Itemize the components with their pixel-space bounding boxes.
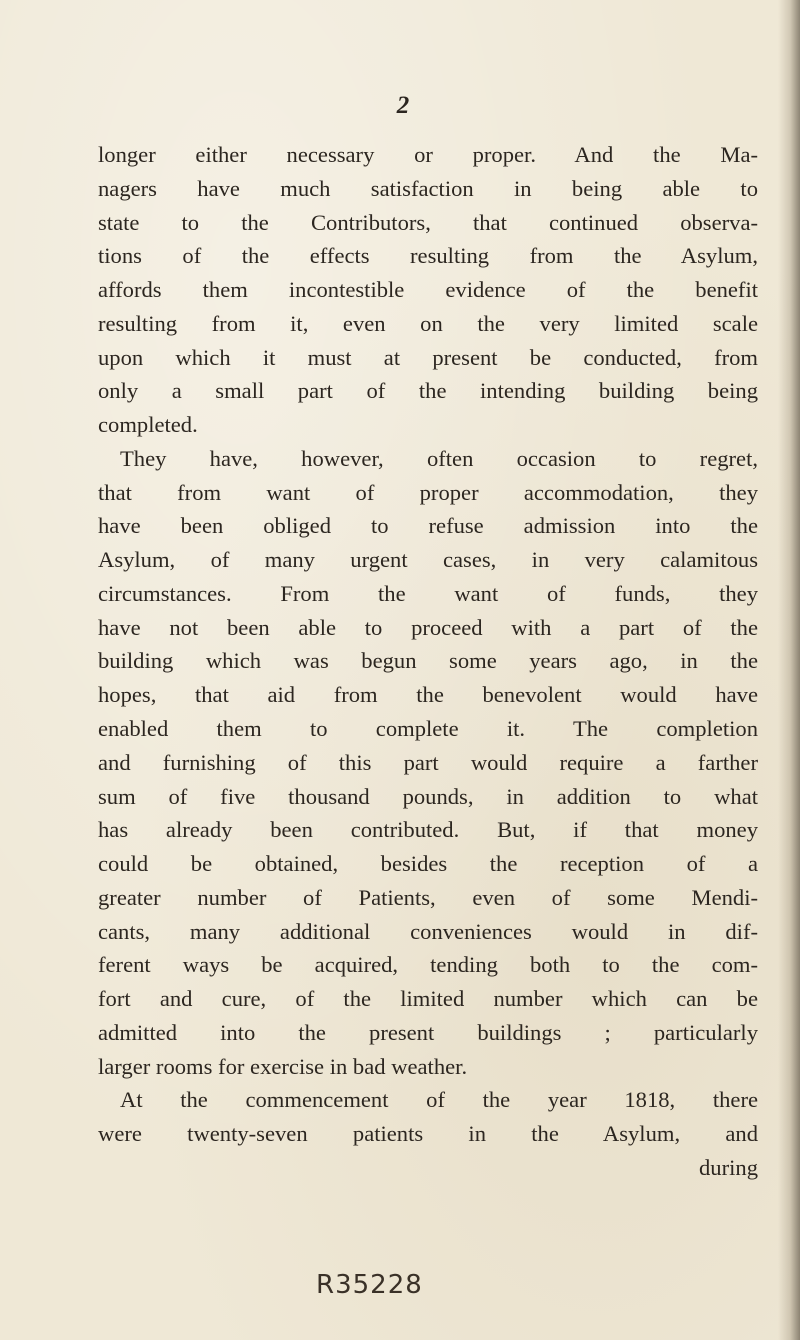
text-line: Asylum, of many urgent cases, in very calamitous	[98, 547, 758, 573]
text-line: larger rooms for exercise in bad weather.	[98, 1053, 468, 1079]
text-line: upon which it must at present be conducted, from	[98, 344, 758, 370]
text-line: admitted into the present buildings ; particularly	[98, 1019, 758, 1045]
text-line: affords them incontestible evidence of the benefit	[98, 277, 758, 303]
text-line: ferent ways be acquired, tending both to the com-	[98, 952, 758, 978]
text-line: hopes, that aid from the benevolent would have	[98, 682, 758, 708]
text-line: tions of the effects resulting from the Asylum,	[98, 243, 758, 269]
text-line: fort and cure, of the limited number which can be	[98, 986, 758, 1012]
catchword: during	[699, 1154, 758, 1180]
text-line: were twenty-seven patients in the Asylum, and	[98, 1121, 758, 1147]
text-line: have not been able to proceed with a part of the	[98, 614, 758, 640]
text-line: sum of five thousand pounds, in addition to what	[98, 783, 758, 809]
page-number: 2	[396, 92, 410, 119]
text-line: nagers have much satisfaction in being able to	[98, 175, 758, 201]
text-line: and furnishing of this part would require a farther	[98, 749, 758, 775]
text-line: have been obliged to refuse admission into the	[98, 513, 758, 539]
text-line: They have, however, often occasion to regret,	[120, 445, 758, 471]
text-line: resulting from it, even on the very limited scale	[98, 310, 758, 336]
text-line: state to the Contributors, that continued observa-	[98, 209, 758, 235]
text-line: building which was begun some years ago, in the	[98, 648, 758, 674]
text-line: circumstances. From the want of funds, they	[98, 580, 758, 606]
text-line: longer either necessary or proper. And the Ma-	[98, 142, 758, 167]
text-line: cants, many additional conveniences would in dif-	[98, 918, 758, 944]
text-line: only a small part of the intending building being	[98, 378, 758, 404]
library-shelfmark: R35228	[316, 1270, 423, 1300]
text-line: completed.	[98, 412, 198, 438]
text-line: At the commencement of the year 1818, there	[120, 1087, 758, 1113]
text-line: has already been contributed. But, if that money	[98, 817, 758, 843]
text-line: greater number of Patients, even of some Mendi-	[98, 884, 758, 910]
text-line: could be obtained, besides the reception of a	[98, 851, 758, 877]
body-text	[98, 138, 758, 1185]
text-line: enabled them to complete it. The completion	[98, 716, 758, 742]
page-edge-shadow	[778, 0, 800, 1340]
text-line: that from want of proper accommodation, they	[98, 479, 758, 505]
